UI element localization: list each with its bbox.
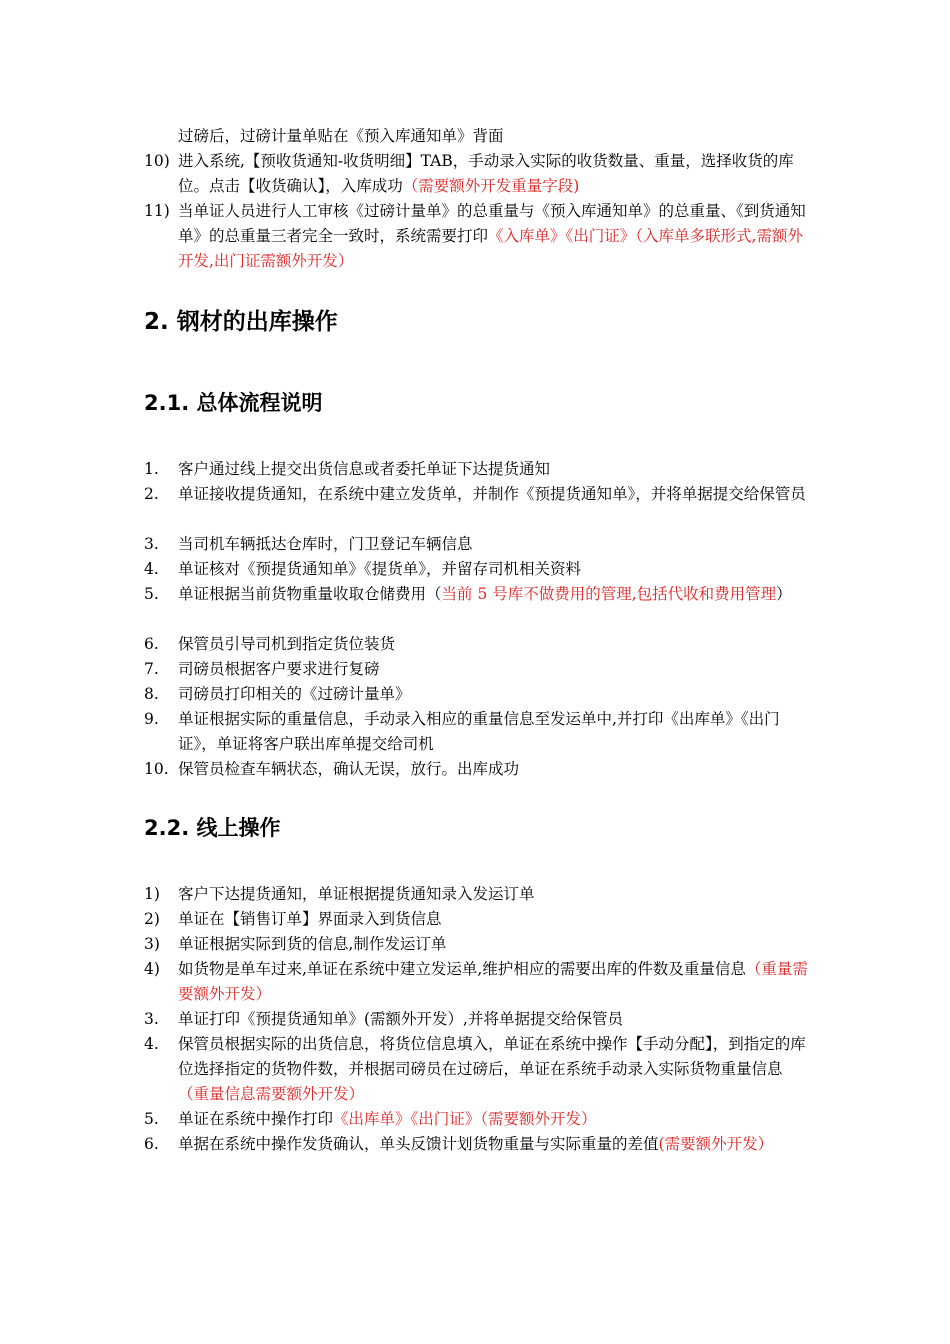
list-item	[144, 199, 810, 274]
list-number: 10)	[144, 152, 170, 170]
list-number: 3)	[144, 935, 160, 953]
list-text: 单证接收提货通知，在系统中建立发货单，并制作《预提货通知单》，并将单据提交给保管员	[178, 485, 806, 503]
list-item	[144, 757, 810, 782]
list-item	[144, 482, 810, 507]
list-text: 保管员引导司机到指定货位装货	[178, 635, 396, 653]
list-note-red: 当前 5 号库不做费用的管理,包括代收和费用管理	[441, 585, 777, 603]
continuation-line: 过磅后，过磅计量单贴在《预入库通知单》背面	[178, 127, 504, 145]
list-number: 4.	[144, 560, 159, 578]
list-number: 1.	[144, 460, 159, 478]
list-item	[144, 1032, 810, 1107]
list-item	[144, 1107, 810, 1132]
list-item	[144, 957, 810, 1007]
list-item	[144, 657, 810, 682]
list-number: 6.	[144, 635, 159, 653]
list-text: 单证核对《预提货通知单》《提货单》，并留存司机相关资料	[178, 560, 582, 578]
list-text: 当单证人员进行人工审核《过磅计量单》的总重量与《预入库通知单》的总重量、《到货通知单》的总重量三者完全一致时，系统需要打印	[178, 202, 806, 245]
list-note-red: （重量需要额外开发）	[178, 960, 808, 1003]
list-text-tail: ）	[776, 585, 792, 603]
list-note-red: (需要额外开发）	[658, 1135, 774, 1153]
list-text: 进入系统,【预收货通知-收货明细】TAB，手动录入实际的收货数量、重量，选择收货的库位。点击【收货确认】，入库成功	[178, 152, 794, 195]
list-number: 4.	[144, 1035, 159, 1053]
list-number: 10.	[144, 760, 169, 778]
list-note-red: （需要额外开发重量字段)	[402, 177, 580, 195]
list-text: 单据在系统中操作发货确认，单头反馈计划货物重量与实际重量的差值	[178, 1135, 659, 1153]
list-item	[144, 1007, 810, 1032]
list-number: 5.	[144, 585, 159, 603]
list-number: 8.	[144, 685, 159, 703]
list-text: 如货物是单车过来,单证在系统中建立发运单,维护相应的需要出库的件数及重量信息	[178, 960, 746, 978]
list-number: 5.	[144, 1110, 159, 1128]
list-item	[144, 707, 810, 757]
list-number: 3.	[144, 1010, 159, 1028]
list-number: 3.	[144, 535, 159, 553]
list-item	[144, 457, 810, 482]
list-note-red: 《出库单》《出门证》（需要额外开发）	[333, 1110, 597, 1128]
list-number: 7.	[144, 660, 159, 678]
list-item	[144, 932, 810, 957]
list-item	[144, 149, 810, 199]
list-number: 1)	[144, 885, 160, 903]
subsection-heading: 2.2. 线上操作	[144, 816, 281, 840]
list-text: 保管员检查车辆状态，确认无误，放行。出库成功	[178, 760, 520, 778]
list-text: 单证根据当前货物重量收取仓储费用（	[178, 585, 442, 603]
list-item	[144, 882, 810, 907]
list-number: 4)	[144, 960, 160, 978]
list-note-red: （重量信息需要额外开发）	[178, 1085, 365, 1103]
list-item	[144, 682, 810, 707]
list-text: 单证在【销售订单】界面录入到货信息	[178, 910, 442, 928]
list-number: 2)	[144, 910, 160, 928]
list-text: 单证打印《预提货通知单》(需额外开发）,并将单据提交给保管员	[178, 1010, 623, 1028]
list-text: 单证根据实际的重量信息，手动录入相应的重量信息至发运单中,并打印《出库单》《出门证》，单证将客户联出库单提交给司机	[178, 710, 780, 753]
list-text: 客户通过线上提交出货信息或者委托单证下达提货通知	[178, 460, 551, 478]
list-note-red: 《入库单》《出门证》（入库单多联形式,需额外开发,出门证需额外开发）	[178, 227, 803, 270]
list-text: 司磅员打印相关的《过磅计量单》	[178, 685, 411, 703]
list-text: 单证根据实际到货的信息,制作发运订单	[178, 935, 447, 953]
list-text: 保管员根据实际的出货信息，将货位信息填入，单证在系统中操作【手动分配】，到指定的库位选择指定的货物件数，并根据司磅员在过磅后，单证在系统手动录入实际货物重量信息	[178, 1035, 806, 1078]
list-number: 9.	[144, 710, 159, 728]
list-item	[144, 532, 810, 557]
list-item	[144, 582, 810, 607]
section-heading: 2. 钢材的出库操作	[144, 309, 338, 335]
list-item	[144, 907, 810, 932]
list-item	[144, 632, 810, 657]
list-text: 客户下达提货通知，单证根据提货通知录入发运订单	[178, 885, 535, 903]
subsection-heading: 2.1. 总体流程说明	[144, 391, 323, 415]
list-item	[144, 557, 810, 582]
list-item	[144, 1132, 810, 1157]
list-number: 2.	[144, 485, 159, 503]
list-text: 当司机车辆抵达仓库时，门卫登记车辆信息	[178, 535, 473, 553]
list-number: 6.	[144, 1135, 159, 1153]
list-number: 11)	[144, 202, 170, 220]
list-text: 单证在系统中操作打印	[178, 1110, 334, 1128]
list-text: 司磅员根据客户要求进行复磅	[178, 660, 380, 678]
